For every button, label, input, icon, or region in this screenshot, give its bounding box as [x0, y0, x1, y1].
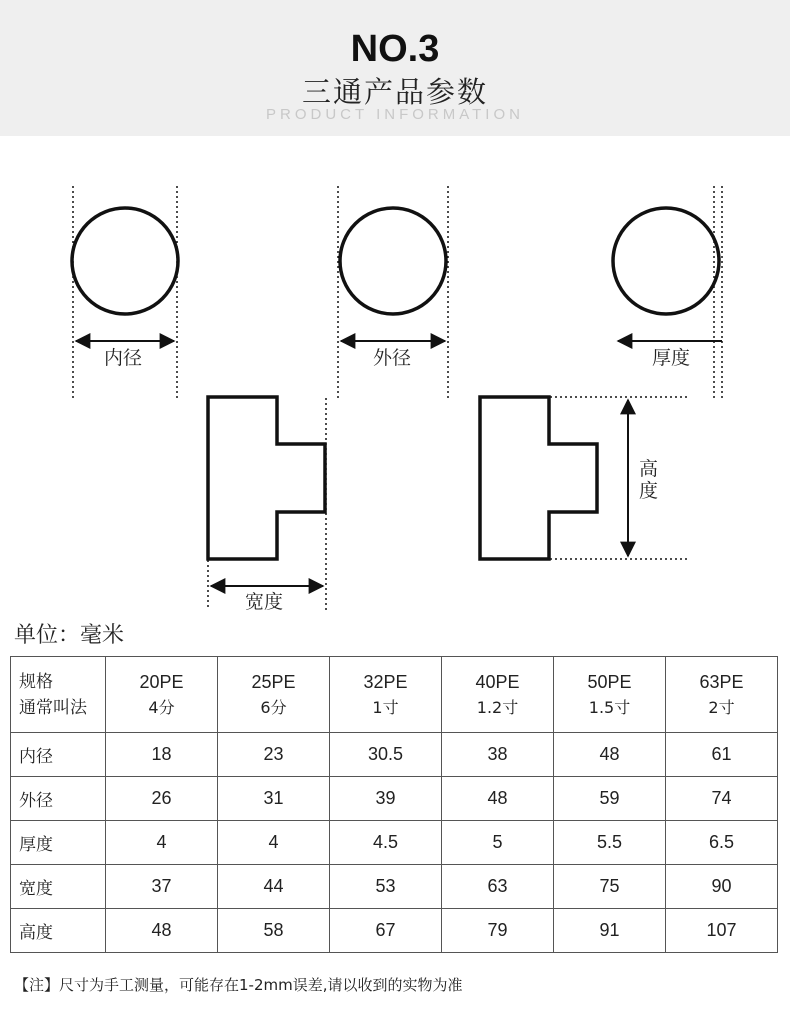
page-title: 三通产品参数 [301, 75, 488, 109]
column-spec: 25PE [251, 671, 296, 692]
row-label: 内径 [11, 733, 106, 777]
table-row [11, 865, 778, 909]
column-spec: 32PE [363, 671, 408, 692]
table-cell: 5 [442, 821, 554, 865]
height-label: 高度 [639, 458, 659, 502]
column-spec: 20PE [139, 671, 184, 692]
row-label: 宽度 [11, 865, 106, 909]
table-cell: 5.5 [554, 821, 666, 865]
header-cell [554, 657, 666, 733]
dimension-drawing [0, 136, 790, 626]
column-name: 1.5寸 [588, 697, 631, 717]
table-cell: 6.5 [666, 821, 778, 865]
header-cell [330, 657, 442, 733]
table-row [11, 909, 778, 953]
table-cell: 75 [554, 865, 666, 909]
header-label-name: 通常叫法 [19, 697, 87, 718]
table-cell: 4.5 [330, 821, 442, 865]
measurement-note: 【注】尺寸为手工测量，可能存在1-2mm误差,请以收到的实物为准 [14, 976, 463, 994]
page-subtitle: PRODUCT INFORMATION [266, 106, 524, 123]
table-cell: 39 [330, 777, 442, 821]
inner-diameter-label: 内径 [104, 347, 143, 369]
row-label: 外径 [11, 777, 106, 821]
section-number: NO.3 [350, 28, 440, 70]
table-cell: 23 [218, 733, 330, 777]
table-cell: 79 [442, 909, 554, 953]
table-row [11, 777, 778, 821]
width-label: 宽度 [245, 591, 284, 613]
row-label: 厚度 [11, 821, 106, 865]
table-cell: 63 [442, 865, 554, 909]
table-cell: 38 [442, 733, 554, 777]
table-cell: 26 [106, 777, 218, 821]
header-label-cell [11, 657, 106, 733]
table-cell: 90 [666, 865, 778, 909]
header-cell [442, 657, 554, 733]
column-name: 1.2寸 [476, 697, 519, 717]
table-cell: 31 [218, 777, 330, 821]
table-cell: 67 [330, 909, 442, 953]
dimension-diagram [0, 136, 790, 626]
outer-diameter-label: 外径 [373, 347, 412, 369]
table-cell: 58 [218, 909, 330, 953]
table-cell: 53 [330, 865, 442, 909]
table-cell: 48 [106, 909, 218, 953]
thickness-label: 厚度 [652, 347, 691, 369]
row-label: 高度 [11, 909, 106, 953]
column-spec: 40PE [475, 671, 520, 692]
header-label-spec: 规格 [19, 671, 53, 692]
table-cell: 4 [106, 821, 218, 865]
column-name: 6分 [260, 697, 287, 717]
table-cell: 107 [666, 909, 778, 953]
header-cell [106, 657, 218, 733]
table-cell: 74 [666, 777, 778, 821]
column-name: 4分 [148, 697, 175, 717]
table-cell: 61 [666, 733, 778, 777]
tee-width-figure [208, 397, 326, 613]
column-spec: 50PE [587, 671, 632, 692]
column-spec: 63PE [699, 671, 744, 692]
header-banner [0, 0, 790, 136]
column-name: 2寸 [708, 697, 735, 717]
table-row [11, 821, 778, 865]
header-cell [666, 657, 778, 733]
unit-label: 单位：毫米 [14, 623, 125, 648]
table-cell: 48 [442, 777, 554, 821]
spec-table [10, 656, 778, 953]
table-cell: 18 [106, 733, 218, 777]
table-header-row [11, 657, 778, 733]
table-cell: 37 [106, 865, 218, 909]
table-cell: 44 [218, 865, 330, 909]
table-cell: 59 [554, 777, 666, 821]
column-name: 1寸 [372, 697, 399, 717]
table-row [11, 733, 778, 777]
table-cell: 91 [554, 909, 666, 953]
table-cell: 48 [554, 733, 666, 777]
table-cell: 4 [218, 821, 330, 865]
header-cell [218, 657, 330, 733]
table-cell: 30.5 [330, 733, 442, 777]
